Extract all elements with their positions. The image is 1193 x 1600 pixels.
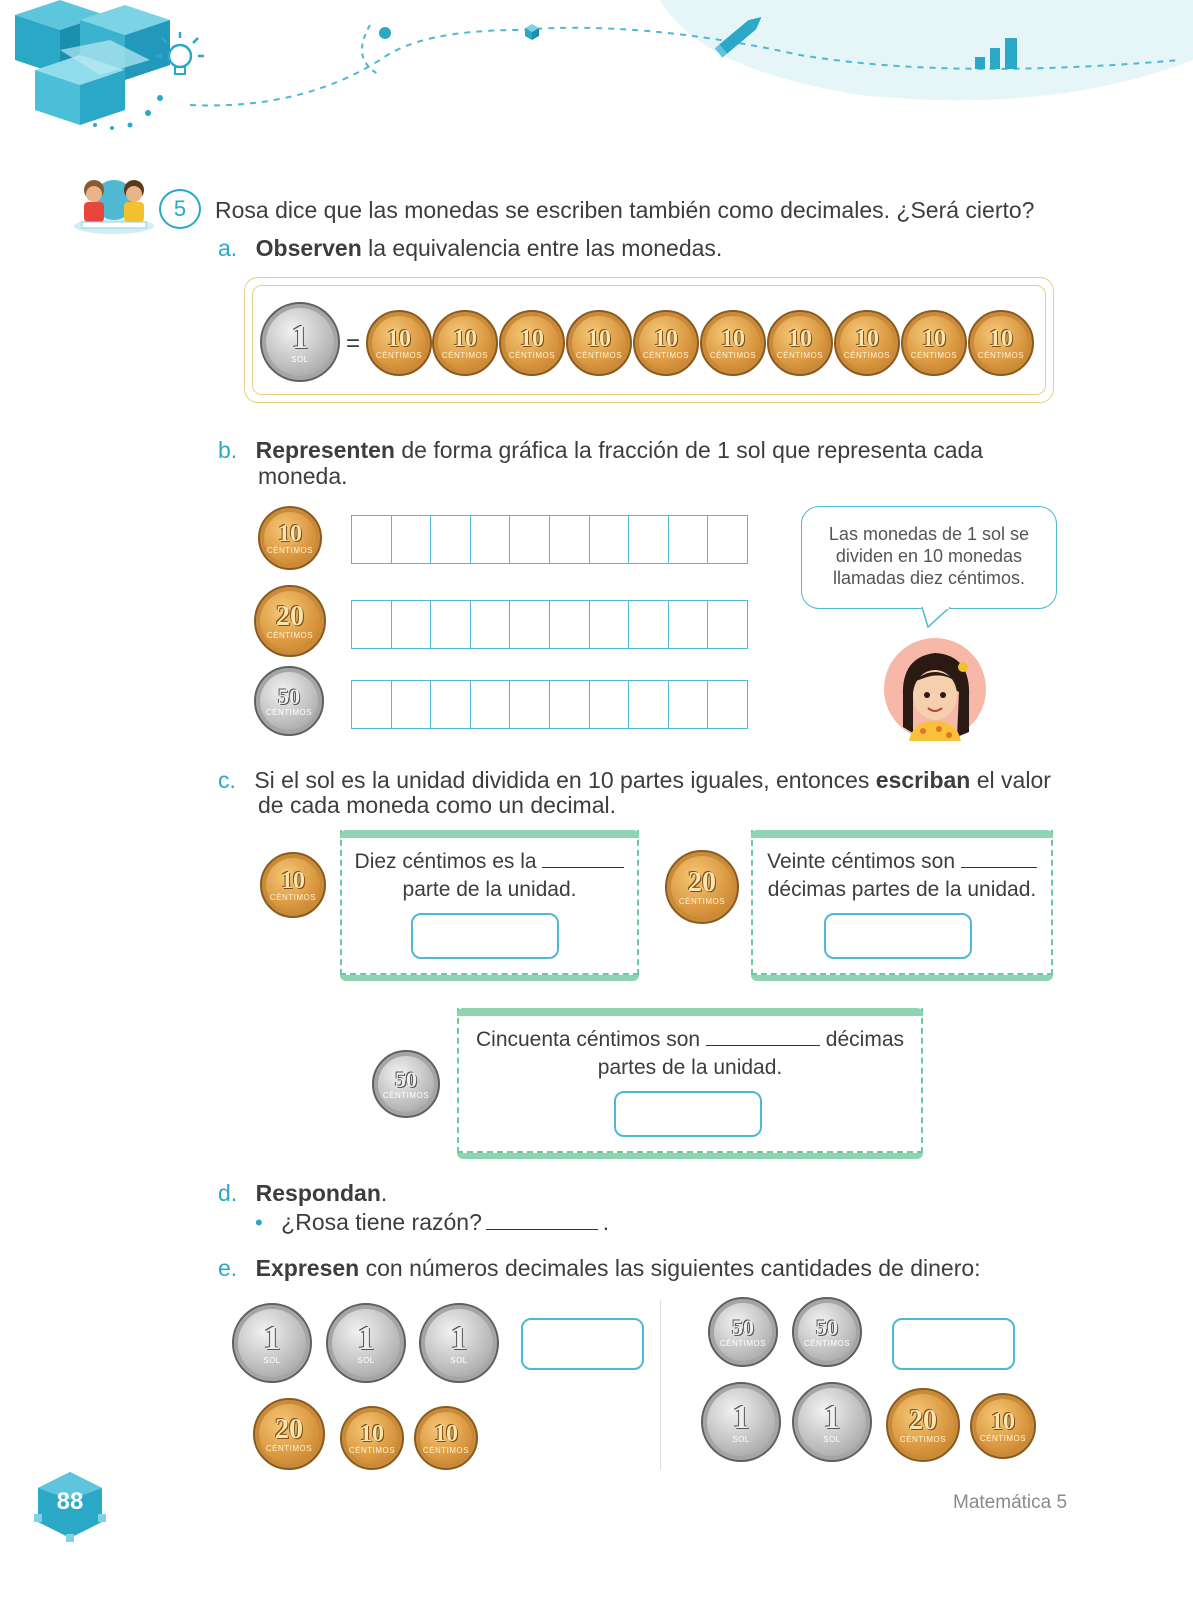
item-a-letter: a. [218,235,238,261]
item-d-text: . [380,1180,388,1206]
item-a [218,235,722,262]
twenty-centimos-coin: 20 CÉNTIMOS [254,585,326,657]
ten-centimos-coin: 10 CÉNTIMOS [901,310,967,376]
answer-box-e1[interactable] [521,1318,644,1370]
one-sol-coin: 1 SOL [232,1303,312,1383]
answer-box-ten[interactable] [411,913,559,959]
divider [660,1300,661,1470]
one-sol-coin: 1 SOL [792,1382,872,1462]
one-sol-coin: 1 SOL [326,1303,406,1383]
ten-centimos-coin: 10 CÉNTIMOS [633,310,699,376]
ten-centimos-coin: 10 CÉNTIMOS [970,1393,1036,1459]
card-twenty-blank[interactable] [961,867,1037,868]
item-d [218,1180,387,1207]
item-c-letter: c. [218,767,236,793]
card-ten-line1: Diez céntimos es la [354,850,537,873]
item-b-text-line2: moneda. [258,463,348,489]
ten-centimos-coin: 10 CÉNTIMOS [414,1406,478,1470]
item-e-letter: e. [218,1255,238,1281]
item-d-verb: Respondan [255,1180,381,1206]
speech-bubble [801,506,1057,609]
item-b [218,437,983,464]
fifty-centimos-coin: 50 CÉNTIMOS [708,1297,778,1367]
item-c-text-b: el valor [970,767,1051,793]
twenty-centimos-coin: 20 CÉNTIMOS [886,1388,960,1462]
answer-box-fifty[interactable] [614,1091,762,1137]
speech-tail [920,607,960,629]
cubes-icon [15,0,170,125]
card-fifty-line1a: Cincuenta céntimos son [475,1028,701,1051]
speech-line-3: llamadas diez céntimos. [832,568,1026,588]
rosa-avatar [883,637,987,741]
question-end: . [602,1209,610,1235]
question-text: ¿Rosa tiene razón? [281,1209,482,1235]
card-fifty-blank[interactable] [706,1045,820,1046]
ten-centimos-coin: 10 CÉNTIMOS [366,310,432,376]
ten-centimos-coin: 10 CÉNTIMOS [258,506,322,570]
fifty-centimos-coin: 50 CÉNTIMOS [254,666,324,736]
item-d-letter: d. [218,1180,238,1206]
question-blank[interactable] [486,1229,598,1230]
twenty-centimos-coin: 20 CÉNTIMOS [253,1398,325,1470]
page-number: 88 [56,1488,84,1515]
twenty-centimos-coin: 20 CÉNTIMOS [665,850,739,924]
header-decoration [0,0,1193,150]
ten-centimos-coin: 10 CÉNTIMOS [767,310,833,376]
item-e-text: con números decimales las siguientes cantidades de dinero: [359,1255,981,1281]
book-title: Matemática 5 [953,1492,1068,1513]
item-e-verb: Expresen [255,1255,360,1281]
speech-line-1: Las monedas de 1 sol se [828,524,1030,544]
card-ten-line2: parte de la unidad. [402,878,577,901]
item-c [218,767,1051,794]
item-d-question [255,1209,609,1236]
card-ten-blank[interactable] [542,867,624,868]
bullet: • [255,1210,263,1235]
exercise-intro: Rosa dice que las monedas se escriben también como decimales. ¿Será cierto? [215,197,1035,223]
equals-sign: = [346,330,361,357]
item-a-text: la equivalencia entre las monedas. [361,235,723,261]
card-twenty-line2: décimas partes de la unidad. [767,878,1037,901]
item-c-text-a: Si el sol es la unidad dividida en 10 partes iguales, entonces [254,767,876,793]
one-sol-coin: 1 SOL [260,302,340,382]
item-b-verb: Representen [255,437,395,463]
ten-centimos-coin: 10 CÉNTIMOS [260,852,326,918]
item-c-text-line2: de cada moneda como un decimal. [258,792,616,818]
one-sol-coin: 1 SOL [419,1303,499,1383]
item-b-letter: b. [218,437,238,463]
speech-line-2: dividen en 10 monedas [835,546,1023,566]
group-work-icon [72,176,156,236]
one-sol-coin: 1 SOL [701,1382,781,1462]
ten-centimos-coin: 10 CÉNTIMOS [566,310,632,376]
item-e [218,1255,981,1282]
exercise-number: 5 [173,196,187,221]
fifty-centimos-coin: 50 CÉNTIMOS [372,1050,440,1118]
ten-centimos-coin: 10 CÉNTIMOS [834,310,900,376]
fraction-grid-twenty[interactable] [351,600,748,649]
ten-centimos-coin: 10 CÉNTIMOS [499,310,565,376]
fraction-grid-ten[interactable] [351,515,748,564]
answer-box-e2[interactable] [892,1318,1015,1370]
item-b-text: de forma gráfica la fracción de 1 sol que representa cada [394,437,984,463]
ten-centimos-coin: 10 CÉNTIMOS [340,1406,404,1470]
ten-centimos-coin: 10 CÉNTIMOS [968,310,1034,376]
card-fifty-line1b: décimas [825,1028,904,1051]
fifty-centimos-coin: 50 CÉNTIMOS [792,1297,862,1367]
item-a-verb: Observen [255,235,362,261]
fraction-grid-fifty[interactable] [351,680,748,729]
ten-centimos-coin: 10 CÉNTIMOS [432,310,498,376]
exercise-number-badge [159,189,201,229]
ten-centimos-coin: 10 CÉNTIMOS [700,310,766,376]
item-c-verb: escriban [875,767,971,793]
card-fifty-line2: partes de la unidad. [597,1056,783,1079]
answer-box-twenty[interactable] [824,913,972,959]
card-twenty-line1: Veinte céntimos son [767,850,956,873]
